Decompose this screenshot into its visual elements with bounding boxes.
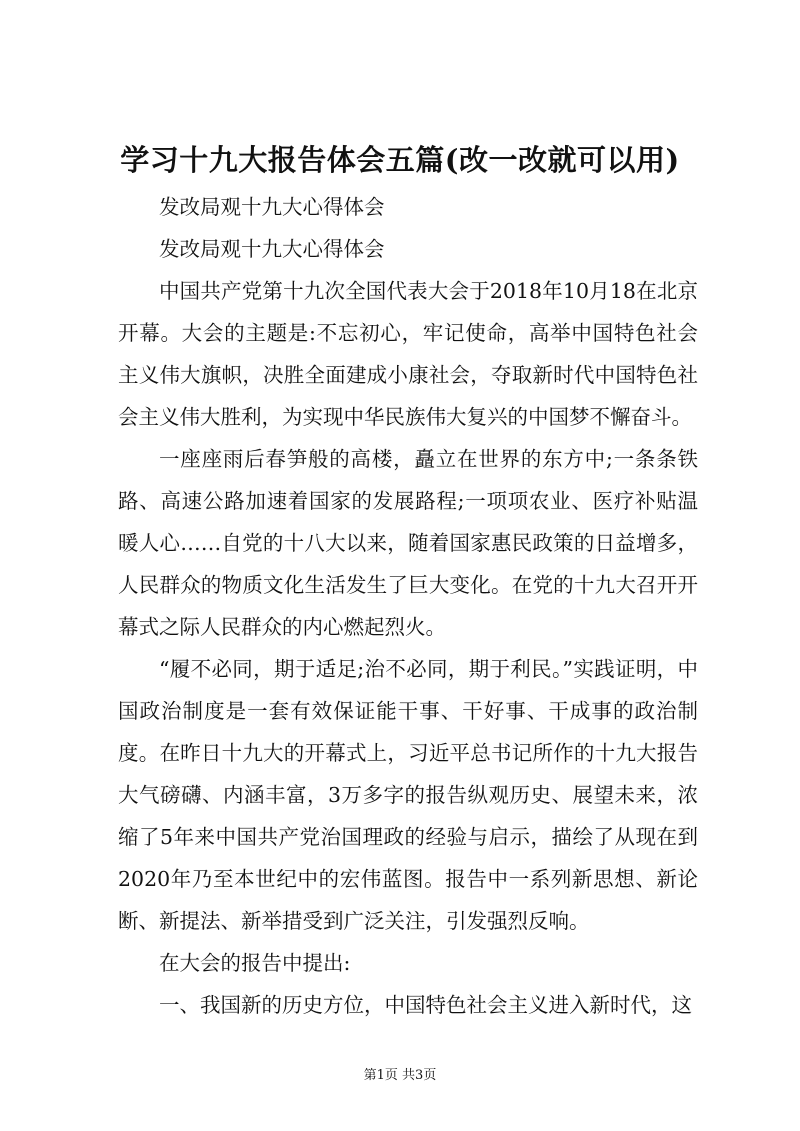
paragraph-report-intro: 在大会的报告中提出: [159, 951, 351, 975]
paragraph-subtitle-1: 发改局观十九大心得体会 [159, 195, 385, 219]
document-title: 学习十九大报告体会五篇(改一改就可以用) [120, 143, 680, 177]
paragraph-subtitle-2: 发改局观十九大心得体会 [159, 237, 385, 261]
paragraph-point-one: 一、我国新的历史方位，中国特色社会主义进入新时代，这 [159, 993, 692, 1017]
paragraph-political-system: “履不必同，期于适足;治不必同，期于利民。”实践证明，中国政治制度是一套有效保证能干事、干好事、干成事的政治制度。在昨日十九大的开幕式上，习近平总书记所作的十九大报告大气磅礴、内涵丰富，3万多字的报告纵观历史、展望未来，浓缩了5年来中国共产党治国理政的经验与启示，描绘了从现在到2020年乃至本世纪中的宏伟蓝图。报告中一系列新思想、新论断、新提法、新举措受到广泛关注，引发强烈反响。 [118, 657, 698, 933]
page-number-footer: 第1页 共3页 [363, 1068, 437, 1083]
paragraph-development-changes: 一座座雨后春笋般的高楼，矗立在世界的东方中;一条条铁路、高速公路加速着国家的发展路程;一项项农业、医疗补贴温暖人心……自党的十八大以来，随着国家惠民政策的日益增多，人民群众的物质文化生活发生了巨大变化。在党的十九大召开开幕式之际人民群众的内心燃起烈火。 [118, 447, 698, 639]
document-body [118, 186, 698, 1026]
paragraph-congress-opening: 中国共产党第十九次全国代表大会于2018年10月18在北京开幕。大会的主题是:不忘初心，牢记使命，高举中国特色社会主义伟大旗帜，决胜全面建成小康社会，夺取新时代中国特色社会主义伟大胜利，为实现中华民族伟大复兴的中国梦不懈奋斗。 [118, 279, 698, 429]
